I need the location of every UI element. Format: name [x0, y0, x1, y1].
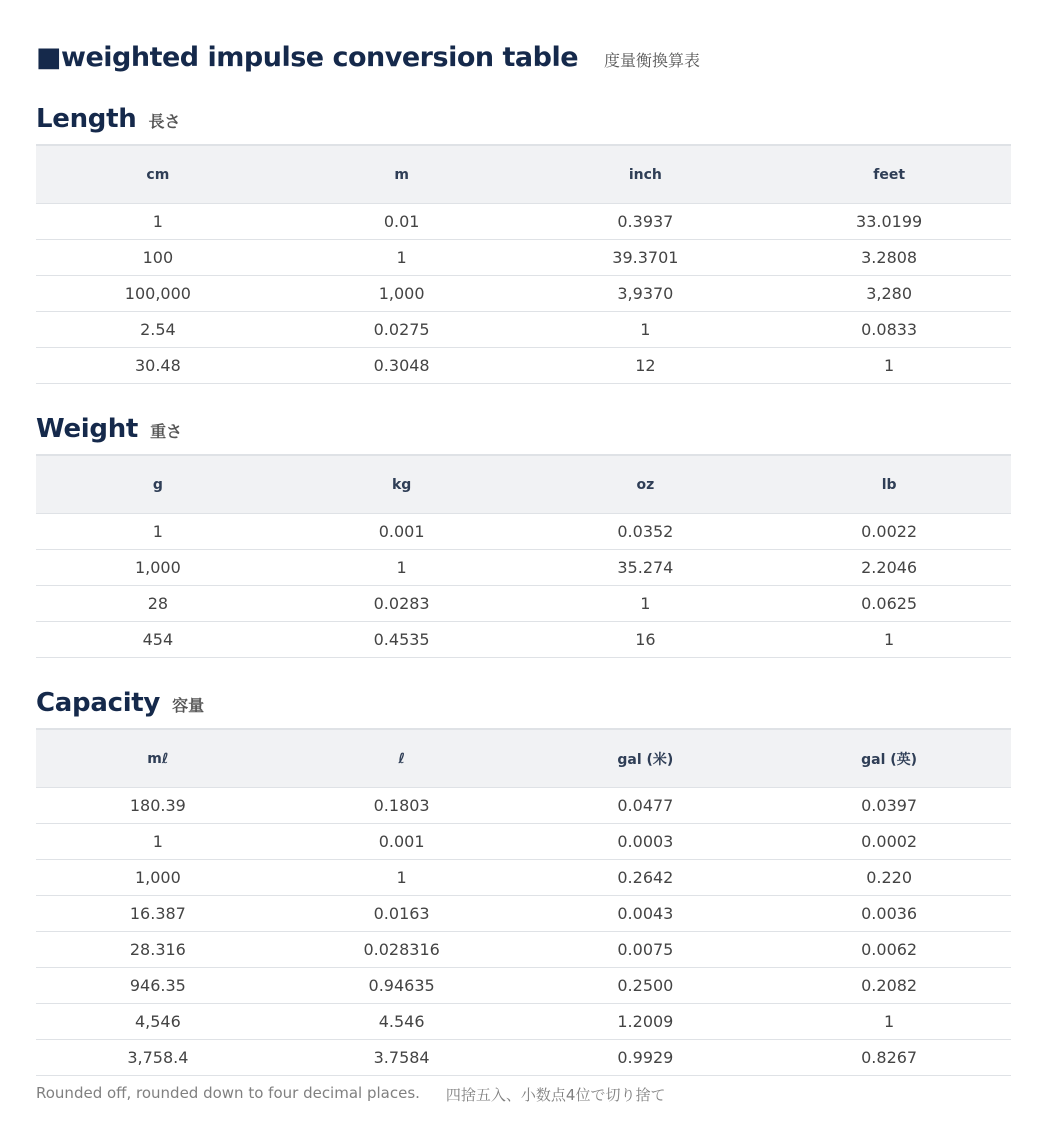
- table-cell: 1: [280, 240, 524, 276]
- table-row: [36, 276, 1011, 312]
- table-cell: 0.0833: [767, 312, 1011, 348]
- table-cell: 0.0397: [767, 788, 1011, 824]
- table-cell: 0.2642: [524, 860, 768, 896]
- table-row: [36, 204, 1011, 240]
- table-cell: 0.4535: [280, 622, 524, 658]
- table-cell: 0.220: [767, 860, 1011, 896]
- table-cell: 3.7584: [280, 1040, 524, 1076]
- weight-table: [36, 454, 1011, 658]
- table-cell: 946.35: [36, 968, 280, 1004]
- table-cell: 0.8267: [767, 1040, 1011, 1076]
- column-header: m: [280, 145, 524, 204]
- table-row: [36, 514, 1011, 550]
- table-row: [36, 932, 1011, 968]
- table-row: [36, 1040, 1011, 1076]
- table-cell: 1: [36, 824, 280, 860]
- table-header-row: [36, 729, 1011, 788]
- table-cell: 0.0477: [524, 788, 768, 824]
- capacity-title: Capacity: [36, 688, 161, 718]
- table-cell: 1: [36, 514, 280, 550]
- table-cell: 1: [767, 348, 1011, 384]
- weight-section: [36, 414, 1011, 658]
- table-cell: 1: [280, 550, 524, 586]
- table-row: [36, 622, 1011, 658]
- table-cell: 0.0002: [767, 824, 1011, 860]
- table-cell: 33.0199: [767, 204, 1011, 240]
- table-cell: 0.0163: [280, 896, 524, 932]
- column-header: ℓ: [280, 729, 524, 788]
- table-cell: 3,9370: [524, 276, 768, 312]
- table-cell: 35.274: [524, 550, 768, 586]
- table-row: [36, 788, 1011, 824]
- table-cell: 12: [524, 348, 768, 384]
- table-cell: 1: [767, 622, 1011, 658]
- table-cell: 0.0022: [767, 514, 1011, 550]
- table-cell: 0.9929: [524, 1040, 768, 1076]
- capacity-section: [36, 688, 1011, 1076]
- table-cell: 0.3937: [524, 204, 768, 240]
- column-header: gal (米): [524, 729, 768, 788]
- page-subtitle: 度量衡換算表: [604, 51, 701, 70]
- table-cell: 0.0003: [524, 824, 768, 860]
- table-cell: 39.3701: [524, 240, 768, 276]
- length-heading: [36, 104, 1011, 144]
- table-cell: 1: [524, 586, 768, 622]
- table-cell: 4.546: [280, 1004, 524, 1040]
- table-cell: 0.2082: [767, 968, 1011, 1004]
- table-cell: 0.0062: [767, 932, 1011, 968]
- page-title: ■weighted impulse conversion table: [36, 42, 579, 73]
- table-cell: 0.0283: [280, 586, 524, 622]
- table-cell: 0.3048: [280, 348, 524, 384]
- table-row: [36, 240, 1011, 276]
- table-row: [36, 968, 1011, 1004]
- table-cell: 454: [36, 622, 280, 658]
- length-table: [36, 144, 1011, 384]
- table-row: [36, 550, 1011, 586]
- table-cell: 1,000: [280, 276, 524, 312]
- footnote-english: Rounded off, rounded down to four decimal places.: [36, 1084, 420, 1102]
- length-title: Length: [36, 104, 137, 134]
- table-cell: 3,280: [767, 276, 1011, 312]
- table-header-row: [36, 455, 1011, 514]
- capacity-subtitle: 容量: [172, 696, 205, 715]
- table-cell: 100: [36, 240, 280, 276]
- table-cell: 4,546: [36, 1004, 280, 1040]
- table-cell: 0.1803: [280, 788, 524, 824]
- table-cell: 1: [767, 1004, 1011, 1040]
- table-cell: 0.0043: [524, 896, 768, 932]
- column-header: g: [36, 455, 280, 514]
- weight-title: Weight: [36, 414, 139, 444]
- table-cell: 0.0075: [524, 932, 768, 968]
- column-header: oz: [524, 455, 768, 514]
- column-header: gal (英): [767, 729, 1011, 788]
- column-header: inch: [524, 145, 768, 204]
- column-header: lb: [767, 455, 1011, 514]
- table-cell: 1,000: [36, 860, 280, 896]
- table-row: [36, 348, 1011, 384]
- table-cell: 0.0625: [767, 586, 1011, 622]
- table-cell: 0.0352: [524, 514, 768, 550]
- table-cell: 0.2500: [524, 968, 768, 1004]
- table-row: [36, 1004, 1011, 1040]
- table-cell: 0.001: [280, 514, 524, 550]
- table-cell: 0.028316: [280, 932, 524, 968]
- footnote: [36, 1084, 1011, 1105]
- table-cell: 1: [36, 204, 280, 240]
- table-row: [36, 860, 1011, 896]
- table-cell: 28: [36, 586, 280, 622]
- table-cell: 0.0275: [280, 312, 524, 348]
- table-cell: 1: [280, 860, 524, 896]
- capacity-heading: [36, 688, 1011, 728]
- table-cell: 3.2808: [767, 240, 1011, 276]
- table-cell: 0.01: [280, 204, 524, 240]
- page-header: [36, 0, 1011, 82]
- length-section: [36, 104, 1011, 384]
- column-header: kg: [280, 455, 524, 514]
- table-row: [36, 312, 1011, 348]
- column-header: feet: [767, 145, 1011, 204]
- column-header: mℓ: [36, 729, 280, 788]
- table-cell: 0.0036: [767, 896, 1011, 932]
- table-cell: 180.39: [36, 788, 280, 824]
- table-cell: 1: [524, 312, 768, 348]
- column-header: cm: [36, 145, 280, 204]
- table-cell: 16.387: [36, 896, 280, 932]
- table-cell: 100,000: [36, 276, 280, 312]
- table-cell: 28.316: [36, 932, 280, 968]
- table-cell: 3,758.4: [36, 1040, 280, 1076]
- table-header-row: [36, 145, 1011, 204]
- capacity-table: [36, 728, 1011, 1076]
- table-cell: 2.54: [36, 312, 280, 348]
- weight-subtitle: 重さ: [150, 422, 183, 441]
- table-cell: 2.2046: [767, 550, 1011, 586]
- weight-heading: [36, 414, 1011, 454]
- table-cell: 1,000: [36, 550, 280, 586]
- table-cell: 0.94635: [280, 968, 524, 1004]
- length-subtitle: 長さ: [148, 112, 181, 131]
- table-cell: 1.2009: [524, 1004, 768, 1040]
- table-cell: 0.001: [280, 824, 524, 860]
- table-cell: 30.48: [36, 348, 280, 384]
- table-cell: 16: [524, 622, 768, 658]
- footnote-japanese: 四捨五入、小数点4位で切り捨て: [445, 1086, 666, 1104]
- table-row: [36, 896, 1011, 932]
- table-row: [36, 824, 1011, 860]
- table-row: [36, 586, 1011, 622]
